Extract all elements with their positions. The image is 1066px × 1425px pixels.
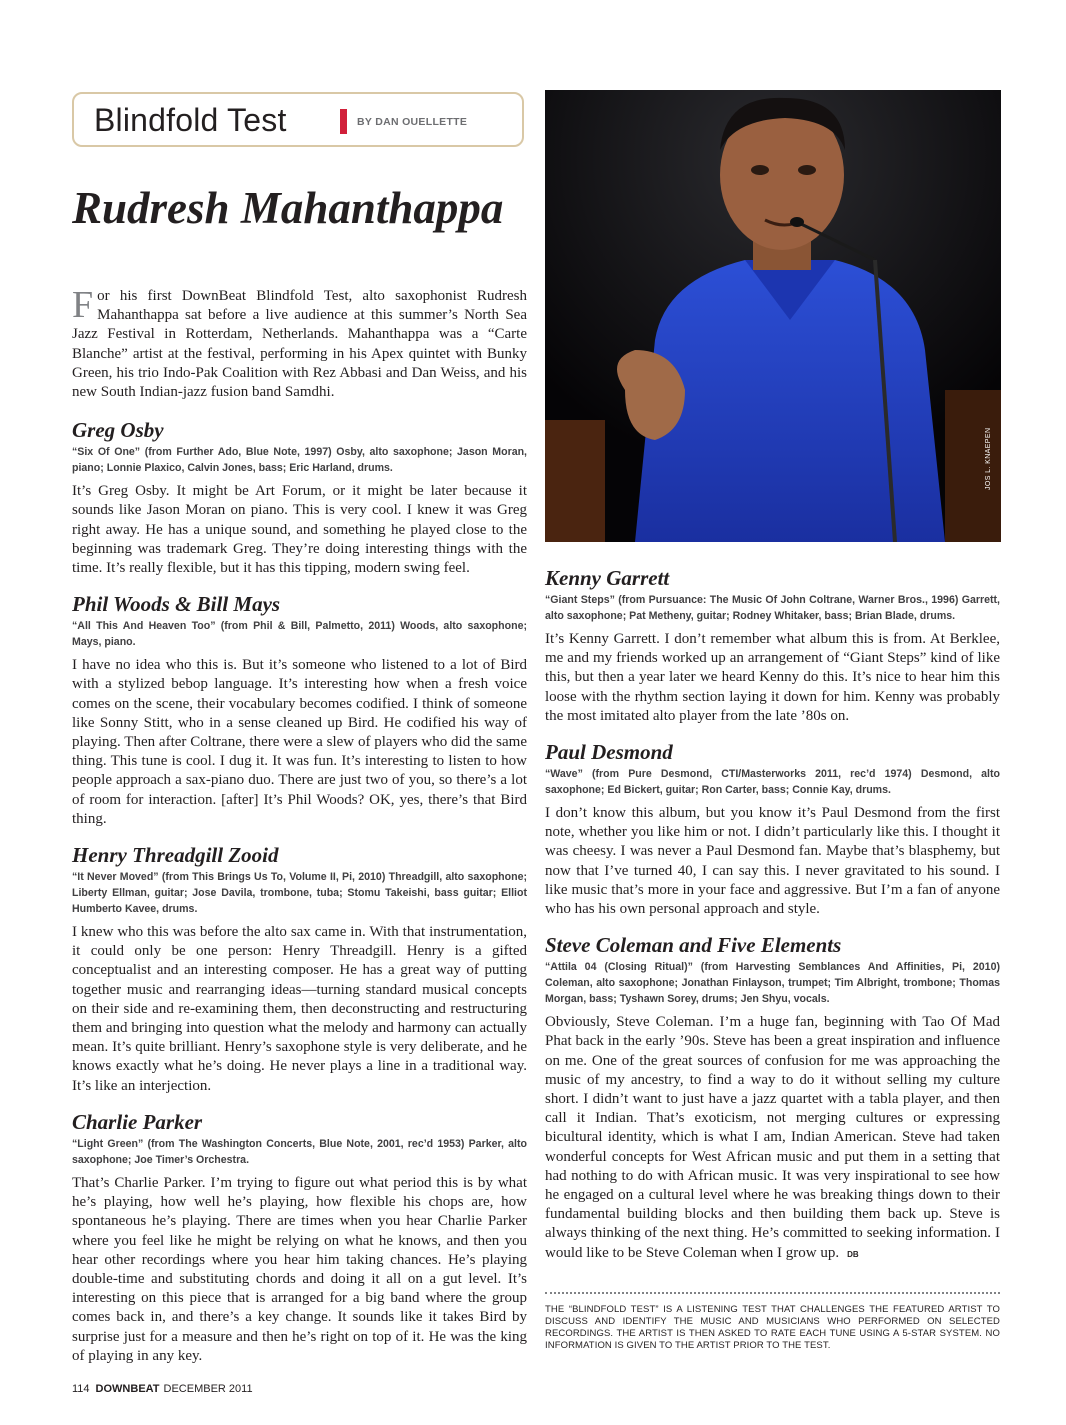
track-credit: “Six Of One” (from Further Ado, Blue Note, 1997) Osby, alto saxophone; Jason Moran, piano; Lonnie Plaxico, Calvin Jones, bass; Eric Harland, drums. [72,446,527,475]
artist-heading: Charlie Parker [72,1109,203,1134]
byline: BY DAN OUELLETTE [357,116,468,128]
column-title: Blindfold Test [94,102,287,138]
issue-date: DECEMBER 2011 [163,1383,253,1395]
review-coleman [545,933,1000,1264]
review-woods [72,592,527,829]
photo-credit: JOS L. KNAEPEN [985,427,992,490]
left-column [72,284,527,1380]
review-text: I knew who this was before the alto sax came in. With that instrumentation, it could only be one person: Henry Threadgill. Henry is a gifted conceptualist and an interesting composer. He has a great way of putting together music and rearranging ideas—turning standard musical concepts on their side and re-examining them, then deconstructing and restructuring them and bringing into question what the melody and harmony can actually mean. It’s quite brilliant. Henry’s saxophone style is very deliberate, and he knows exactly what he’s doing. He never plays a line in a traditional way. It’s like an interjection. [72,924,527,1094]
artist-photo-illustration [545,90,1001,542]
review-text: It’s Greg Osby. It might be Art Forum, or it might be later because it sounds like Jason Moran on piano. This is very cool. I knew it was Greg right away. He has a unique sound, and something he played close to the beginning was trademark Greg. They’re doing interesting things with the time. It’s really flexible, but it has this tipping, modern swing feel. [72,483,527,577]
artist-photo [545,90,1001,542]
review-text: I have no idea who this is. But it’s someone who listened to a lot of Bird with a stylized bebop language. It’s interesting how when a fresh voice comes on the scene, their vocabulary becomes codified. I think of someone like Sonny Stitt, who in a sense cleaned up Bird. He codified his way of playing. Then after Coltrane, there were a slew of players who did the same thing. This tune is cool. I dug it. It was fun. It’s interesting to listen to how people approach a sax-piano duo. There are just two of you, so there’s a lot of room for interaction. [after] It’s Phil Woods? OK, yes, there’s that Bird thing. [72,657,527,827]
right-column [545,566,1000,1278]
note-text: THE “BLINDFOLD TEST” IS A LISTENING TEST THAT CHALLENGES THE FEATURED ARTIST TO DISCUSS AND IDENTIFY THE MUSIC AND MUSICIANS WHO PERFORMED ON SELECTED RECORDINGS. THE ARTIST IS THEN ASKED TO RATE EACH TUNE USING A 5-STAR SYSTEM. NO INFORMATION IS GIVEN TO THE ARTIST PRIOR TO THE TEST. [545,1304,1000,1351]
review-desmond [545,740,1000,919]
artist-heading: Steve Coleman and Five Elements [545,933,842,958]
track-credit: “Giant Steps” (from Pursuance: The Music Of John Coltrane, Warner Bros., 1996) Garrett, alto saxophone; Pat Metheny, guitar; Rodney Whitaker, bass; Brian Blade, drums. [545,594,1000,622]
header-divider-bar [340,109,347,134]
track-credit: “Wave” (from Pure Desmond, CTI/Masterworks 2011, rec’d 1974) Desmond, alto saxophone; Ed Bickert, guitar; Ron Carter, bass; Connie Kay, drums. [545,768,1000,797]
article-title: Rudresh Mahanthappa [72,183,504,233]
blindfold-test-note [545,1292,1000,1352]
dotted-divider [545,1292,1000,1294]
intro-paragraph [72,284,527,402]
review-threadgill [72,843,527,1096]
review-text [545,1013,1000,1264]
intro-text: or his first DownBeat Blindfold Test, alto saxophonist Rudresh Mahanthappa sat before a live audience at this summer’s North Sea Jazz Festival in Rotterdam, Netherlands. Mahanthappa was a “Carte Blanche” artist at the festival, performing in his Apex quintet with Bunky Green, his trio Indo-Pak Coalition with Rez Abbasi and Dan Weiss, and his new South Indian-jazz fusion band Samdhi. [72,288,527,401]
page-footer [72,1383,253,1395]
review-text: That’s Charlie Parker. I’m trying to figure out what period this is by what he’s playing, how well he’s playing, how flexible his chops are, how spontaneous he’s playing. There are times when you hear Charlie Parker where you feel like he might be relying on what he knows, and then you hear other recordings where you hear him taking chances. He’s playing double-time and substituting chords and doing it all on a gut level. It’s interesting on this piece that is arranged for a big band where the group comes back in, and there’s a key change. It sounds like it takes Bird by surprise just for a measure and then he’s right on top of it. He was the king of playing in any key. [72,1174,527,1364]
end-mark: DB [847,1249,859,1259]
track-credit: “All This And Heaven Too” (from Phil & Bill, Palmetto, 2011) Woods, alto saxophone; Mays, piano. [72,620,527,649]
track-credit: “It Never Moved” (from This Brings Us To, Volume II, Pi, 2010) Threadgill, alto saxophone; Liberty Ellman, guitar; Jose Davila, trombone, tuba; Stomu Takeishi, bass guitar; Elliot Humberto Kavee, drums. [72,871,527,916]
artist-heading: Henry Threadgill Zooid [72,843,279,868]
magazine-name: DOWNBEAT [95,1383,160,1395]
artist-heading: Greg Osby [72,418,164,443]
track-credit: “Attila 04 (Closing Ritual)” (from Harvesting Semblances And Affinities, Pi, 2010) Coleman, alto saxophone; Jonathan Finlayson, trumpet; Tim Albright, trombone; Thomas Morgan, bass; Tyshawn Sorey, drums; Jen Shyu, vocals. [545,961,1000,1006]
review-parker [72,1110,527,1366]
review-text: I don’t know this album, but you know it’s Paul Desmond from the first note, whether you like him or not. I didn’t particularly like this. I thought it was cheesy. I was never a Paul Desmond fan. Maybe that’s blasphemy, but now that I’ve turned 40, I can say this. I never gravitated to his sound. I like music that’s more in your face and aggressive. But I’m a fan of anyone who has his own personal approach and style. [545,805,1000,918]
review-garrett [545,566,1000,726]
review-osby [72,418,527,578]
page-number: 114 [72,1383,90,1395]
review-text: It’s Kenny Garrett. I don’t remember what album this is from. At Berklee, me and my friends worked up an arrangement of “Giant Steps” kind of like this, but then a year later we heard Kenny do this. It’s nice to hear him this loose with the rhythm section laying it down for him. Kenny was probably the most imitated alto player from the late ’80s on. [545,631,1000,724]
artist-heading: Paul Desmond [545,740,673,765]
drop-cap: F [72,284,94,326]
artist-heading: Kenny Garrett [545,566,670,590]
track-credit: “Light Green” (from The Washington Concerts, Blue Note, 2001, rec’d 1953) Parker, alto saxophone; Joe Timer’s Orchestra. [72,1137,527,1166]
column-header [72,92,524,147]
review-text-content: Obviously, Steve Coleman. I’m a huge fan, beginning with Tao Of Mad Phat back in the early ’90s. Steve has been a great inspiration and influence on me. One of the great sources of confusion for me was approaching the music of my ancestry, to find a way to do it without selling my culture short. I didn’t want to just have a jazz quartet with a tabla player, and then call it Indian. That’s exoticism, not merging cultures or expressing bicultural identity, which is what I am, Indian American. Steve had taken wonderful concepts for West African music and put them in a setting that had nothing to do with African music. It was very inspirational to see how he engaged on a cultural level where he was breaking things down to their fundamental building blocks and then building them back up. Steve is always thinking of the next thing. He’s committed to seeking information. I would like to be Steve Coleman when I grow up. [545,1014,1000,1261]
artist-heading: Phil Woods & Bill Mays [72,592,281,617]
